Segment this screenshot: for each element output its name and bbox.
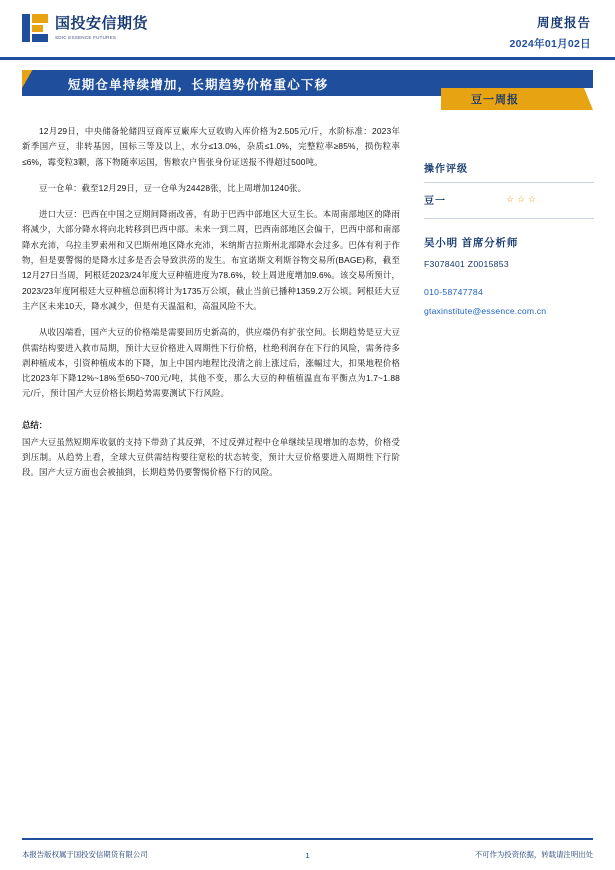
report-series-label: 豆一周报 bbox=[471, 94, 519, 106]
contact-block bbox=[424, 287, 602, 316]
footer-disclaimer: 不可作为投资依据，转载请注明出处 bbox=[474, 850, 593, 859]
report-date: 2024年01月02日 bbox=[509, 38, 591, 50]
essence-futures-logo-icon bbox=[22, 14, 48, 42]
footer-page-number: 1 bbox=[305, 851, 310, 860]
contact-email[interactable]: gtaxinstitute@essence.com.cn bbox=[424, 306, 547, 316]
summary-heading: 总结： bbox=[22, 419, 48, 430]
brand-name-cn: 国投安信期货 bbox=[55, 15, 149, 33]
paragraph: 豆一仓单：截至12月29日，豆一仓单为24428张，比上周增加1240张。 bbox=[39, 182, 307, 193]
accent-wedge-icon bbox=[22, 70, 36, 96]
header-divider bbox=[0, 57, 615, 60]
contact-phone[interactable]: 010-58747784 bbox=[424, 287, 484, 297]
brand-logo bbox=[22, 14, 148, 42]
report-kind: 周度报告 bbox=[536, 16, 591, 30]
summary-paragraph: 国产大豆虽然短期库收氨的支持下带劲了其反弹，不过反弹过程中仓单继续呈现增加的态势，价格受到压制。从趋势上看，全球大豆供需结构要往宽松的状态转变，预计大豆价格要进入周期性下行阶段。国产大豆方面也会被抽到，长期趋势仍要警惕价格下行的风险。 bbox=[22, 436, 400, 478]
page-header bbox=[0, 0, 615, 60]
footer-copyright: 本报告版权属于国投安信期货有限公司 bbox=[22, 850, 148, 859]
analyst-name: 吴小明 首席分析师 bbox=[424, 237, 519, 249]
rating-product-name: 豆一 bbox=[424, 196, 446, 207]
divider bbox=[424, 182, 594, 183]
paragraph: 从收囚端看，国产大豆的价格端是需要回历史新高的，供应端仍有扩张空间。长期趋势是豆大豆供需结构要进入救市局期，预计大豆价格进入周期性下行价格，杜绝利润存在下行的风险，需务待多剥种植成本，引资种植成本的下降，加上中国内地程比没清之前上涨过后，涨幅过大，扣果地程价格比2023年下降12%~18%至650~700元/吨，其他不变，那么大豆的种植植温直布平衡点为1.7~1.88元/斤，预计国产大豆价格长期趋势需要测试下行风险。 bbox=[22, 327, 400, 399]
divider bbox=[424, 218, 594, 219]
footer-divider bbox=[22, 838, 593, 840]
paragraph: 进口大豆：巴西在中国之豆期间降雨改善，有助于巴西中部地区大豆生长。本周南部地区的降雨将减少，大部分降水将向北转移到巴西中部。未来一到二周，巴西南部地区会偏干，巴西中部和南部降水充沛，乌拉圭罗索州和又巴斯州地区降水充沛，米纳斯吉拉斯州北部降水会过多。巴体有利于作物，但是要警惕的是降水过多是否会导致洪涝的发生。布宜诺斯文利斯谷物交易所(BAGE)称，截至12月27日当周，阿根廷2023/24年度大豆种植进度为78.6%，较上周进度增加9.6%。该交易所预计，2023/23年度阿根廷大豆种植总面积将计为1735万公顷，截止当前已播种1359.2万公顷。阿根廷大豆主产区未来10天，降水减少，但是有天温温和，高温风险不大。 bbox=[22, 209, 400, 311]
report-series-ribbon bbox=[441, 88, 593, 110]
article-body bbox=[22, 124, 400, 492]
header-meta bbox=[509, 13, 591, 51]
page-title: 短期仓单持续增加，长期趋势价格重心下移 bbox=[68, 78, 329, 92]
rating-panel-title: 操作评级 bbox=[424, 164, 468, 175]
analyst-block bbox=[424, 235, 602, 269]
rating-row bbox=[424, 192, 602, 207]
brand-name-en: SDIC ESSENCE FUTURES bbox=[55, 34, 117, 40]
rating-stars-icon: ☆☆☆ bbox=[506, 194, 540, 204]
analyst-license-id: F3078401 Z0015853 bbox=[424, 259, 509, 269]
sidebar-rating-panel bbox=[424, 160, 602, 316]
paragraph: 12月29日，中央储备轮储四豆商库豆廠库大豆收购入库价格为2.505元/斤，水阶标准：2023年新季国产豆，非转基因，国标三等及以上，水分≤13.0%，杂质≤1.0%，完整粒率≥85%，损伤粒率≤6%，霉变粒3颗，落下物随率运国，售粮农户售张身份证送报不得超过500吨。 bbox=[22, 126, 400, 167]
